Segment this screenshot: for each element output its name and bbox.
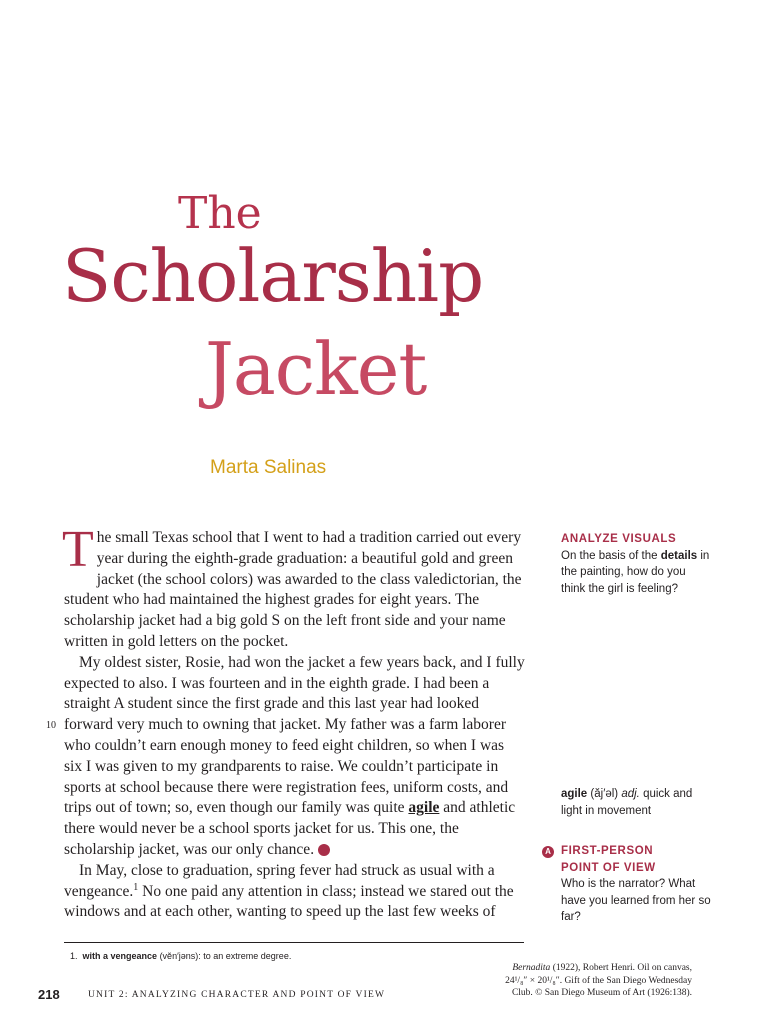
drop-cap: T [62,521,94,578]
analyze-text-bold: details [660,549,698,562]
art-credit [492,962,692,1000]
title-the: The [178,188,262,239]
paragraph-1 [62,521,526,653]
footnote-ref[interactable]: 1 [133,881,139,893]
vocab-pronunciation: (ăj′əl) [587,788,622,800]
credit-line-1 [492,962,692,975]
page-number: 218 [38,987,60,1002]
footnote-pronunciation: (vĕn′jəns) [157,951,199,961]
paragraph-3-text-a: In May, close to graduation, spring fever had struck as usual with a vengeance. [64,861,495,900]
unit-running-head: UNIT 2: ANALYZING CHARACTER AND POINT OF VIEW [88,990,386,1000]
annotation-marker-a-side: A [542,846,554,858]
credit-line-3: Club. © San Diego Museum of Art (1926:138). [511,988,692,998]
vocab-definition-text: quick and light in movement [561,788,693,817]
fpov-question: Who is the narrator? What have you learned from her so far? [561,878,711,923]
paragraph-2-text-a: My oldest sister, Rosie, had won the jacket a few years back, and I fully expected to also. I was fourteen and in the eighth grade. I had been a straight A student since the first grade and this last year had looked forward very much to owning that jacket. My father was a farm laborer who couldn’t earn enough money to feed eight children, so when I was six I was given to my grandparents to raise. We couldn’t participate in sports at school because there were registration fees, uniform costs, and trips out of town; so, even though our family was quite [64,653,525,817]
analyze-visuals-heading: ANALYZE VISUALS [561,533,677,545]
analyze-text-b: in the painting, how do you think the girl is feeling? [561,549,710,595]
paragraph-3 [64,861,526,923]
credit-line-1-text: (1922), Robert Henri. Oil on canvas, [550,963,692,973]
analyze-visuals-question [561,548,711,598]
footnote-number: 1. [70,951,78,961]
vocab-definition-word: agile [561,788,588,800]
analyze-visuals-note [561,531,711,597]
footnote-definition: : to an extreme degree. [198,951,292,961]
annotation-marker-a[interactable]: A [318,844,330,856]
footnote-word: with a vengeance [82,951,158,961]
vocab-word-agile[interactable]: agile [408,799,440,817]
paragraph-2-text-b: and athletic there would never be a school sports jacket for us. This one, the scholarship jacket, was our only chance. [64,799,516,858]
vocab-definition [561,786,711,819]
paragraph-1-text: he small Texas school that I went to had a tradition carried out every year during the eighth-grade graduation: a beautiful gold and green jacket (the school colors) was awarded to the class valedictorian, the student who had maintained the highest grades for eight years. The scholarship jacket had a big gold S on the left front side and your name written in gold letters on the pocket. [64,529,522,650]
line-number: 10 [46,720,56,731]
footnote [70,951,291,961]
fpov-heading-1: FIRST-PERSON [561,845,654,857]
title-jacket: Jacket [205,327,427,411]
footnote-divider [64,942,524,943]
title-scholarship: Scholarship [62,234,484,318]
paragraph-2 [64,653,526,861]
story-body [62,521,526,923]
first-person-note [561,843,711,926]
paragraph-3-text-b: No one paid any attention in class; instead we stared out the windows and at each other, wanting to speed up the last few weeks of [64,882,514,921]
vocab-part-of-speech: adj. [621,788,640,800]
author-name: Marta Salinas [210,457,327,478]
fpov-heading-2: POINT OF VIEW [561,861,656,874]
analyze-text-a: On the basis of the [561,549,661,562]
credit-title: Bernadita [512,963,551,973]
credit-line-2: 24¹/₈″ × 20¹/₈″. Gift of the San Diego Wednesday [505,975,692,986]
